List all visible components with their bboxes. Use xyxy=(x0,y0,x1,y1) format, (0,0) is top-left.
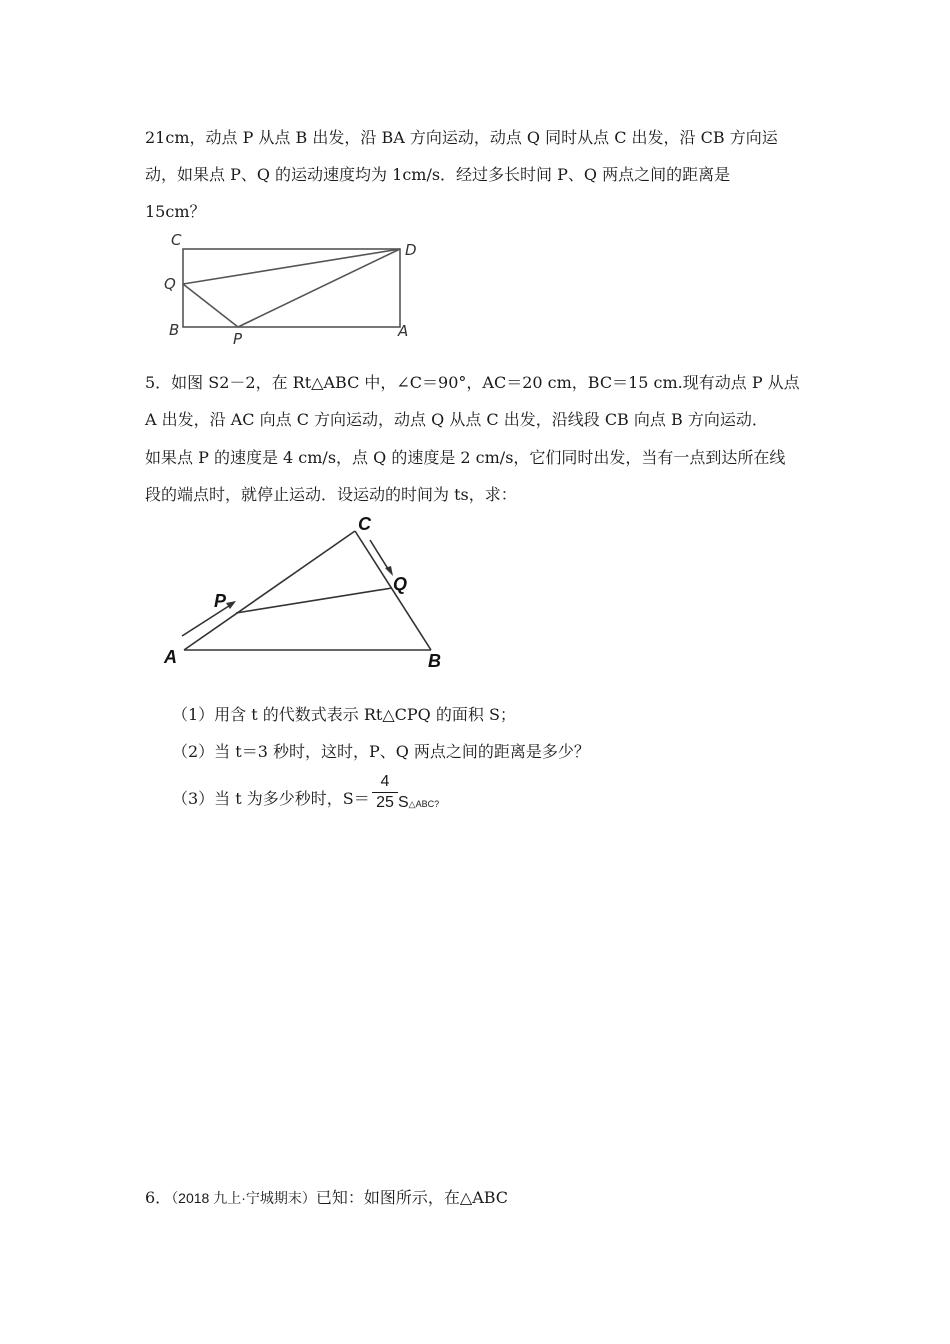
problem4-line2: 动，如果点 P、Q 的运动速度均为 1cm/s．经过多长时间 P、Q 两点之间的距离是 xyxy=(145,165,731,184)
area-subscript: △ABC? xyxy=(408,799,440,809)
segment-pd xyxy=(238,249,400,327)
question-2: （2）当 t＝3 秒时，这时，P、Q 两点之间的距离是多少？ xyxy=(172,742,590,761)
problem6-text: 已知：如图所示，在△ABC xyxy=(315,1188,509,1207)
problem5-line4: 段的端点时，就停止运动．设运动的时间为 ts，求： xyxy=(145,485,517,504)
fraction xyxy=(372,773,398,812)
question-1: （1）用含 t 的代数式表示 Rt△CPQ 的面积 S； xyxy=(172,705,516,724)
label-b: B xyxy=(169,321,180,339)
segment-qd xyxy=(183,249,400,284)
problem6-source: （2018 九上·宁城期末） xyxy=(171,1190,316,1206)
rectangle-figure xyxy=(183,249,400,327)
problem5-line3: 如果点 P 的速度是 4 cm/s，点 Q 的速度是 2 cm/s，它们同时出发，当有一点到达所在线 xyxy=(145,448,786,467)
label-p: P xyxy=(233,330,243,348)
problem5-line2: A 出发，沿 AC 向点 C 方向运动，动点 Q 从点 C 出发，沿线段 CB 向点 B 方向运动． xyxy=(145,410,768,429)
arrowhead-q xyxy=(385,566,393,576)
fraction-numerator: 4 xyxy=(380,773,390,790)
problem6-line xyxy=(145,1188,508,1208)
label-a2: A xyxy=(164,647,177,667)
rectangle-abcd xyxy=(183,249,400,327)
problem6-number: 6． xyxy=(145,1188,172,1207)
fraction-bar xyxy=(372,792,398,793)
question-3-prefix: （3）当 t 为多少秒时，S＝ xyxy=(172,789,370,808)
label-a: A xyxy=(398,322,409,340)
area-symbol xyxy=(398,793,439,814)
label-c: C xyxy=(171,231,182,249)
arrow-q xyxy=(370,540,390,572)
label-q2: Q xyxy=(393,574,408,594)
segment-pq xyxy=(236,588,392,613)
problem5-line1: 5．如图 S2－2，在 Rt△ABC 中，∠C＝90°，AC＝20 cm，BC＝15 cm.现有动点 P 从点 xyxy=(145,373,800,392)
problem4-line3: 15cm？ xyxy=(145,202,206,221)
label-p2: P xyxy=(214,591,227,611)
problem4-line1: 21cm，动点 P 从点 B 出发，沿 BA 方向运动，动点 Q 同时从点 C 出发，沿 CB 方向运 xyxy=(145,128,778,147)
label-q: Q xyxy=(164,275,176,293)
label-b2: B xyxy=(428,651,441,671)
label-c2: C xyxy=(358,514,371,534)
fraction-denominator: 25 xyxy=(376,794,394,811)
area-s: S xyxy=(398,794,409,811)
segment-qp xyxy=(183,284,238,327)
label-d: D xyxy=(405,241,417,259)
segment-ac xyxy=(184,531,355,650)
